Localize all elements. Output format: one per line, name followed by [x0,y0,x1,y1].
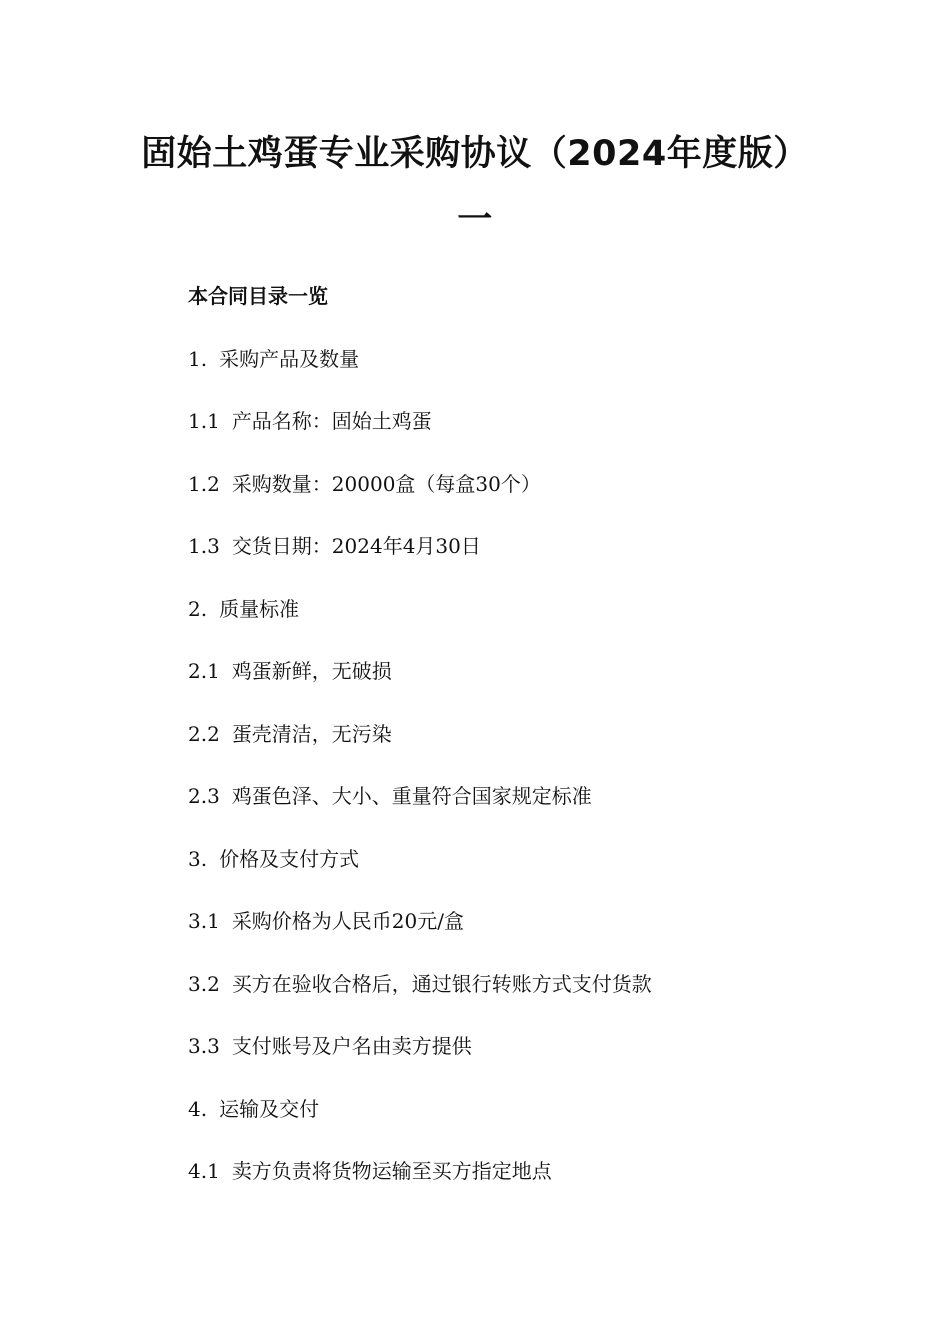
document-title-part: 一 [457,200,493,240]
toc-item-number: 1.2 [188,471,220,496]
toc-item [188,468,888,500]
toc-item-number: 1.1 [188,409,220,433]
toc-item-number: 2.3 [188,784,220,808]
toc-item-text: 买方在验收合格后，通过银行转账方式支付货款 [231,971,652,996]
toc-heading: 本合同目录一览 [188,284,328,308]
toc-item [188,1030,888,1062]
toc-item-text: 采购数量：20000盒（每盒30个） [231,471,541,496]
toc-item [188,530,888,562]
toc-item-text: 卖方负责将货物运输至买方指定地点 [231,1159,552,1183]
toc-item [188,718,888,750]
toc-item [188,593,888,625]
toc-item-number: 2. [188,596,208,621]
toc-item-text: 支付账号及户名由卖方提供 [231,1034,472,1058]
toc-item-text: 采购价格为人民币20元/盒 [231,909,464,933]
toc-item-number: 1.3 [188,534,220,558]
toc-item-text: 产品名称：固始土鸡蛋 [231,409,432,433]
toc-item [188,780,888,812]
document-title: 固始土鸡蛋专业采购协议（2024年度版） [141,134,809,174]
toc-item-number: 2.2 [188,721,220,746]
toc-item [188,405,888,437]
toc-item-number: 2.1 [188,659,220,683]
toc-item-text: 采购产品及数量 [219,346,360,371]
toc-item [188,843,888,875]
toc-item [188,1155,888,1187]
toc-item-number: 3.1 [188,909,220,933]
toc-item-text: 鸡蛋色泽、大小、重量符合国家规定标准 [231,784,592,808]
toc-item [188,968,888,1000]
toc-item [188,655,888,687]
toc-item-number: 3. [188,846,208,871]
toc-item-number: 1. [188,346,208,371]
toc-item-text: 运输及交付 [219,1096,320,1121]
toc-item-text: 质量标准 [219,596,300,621]
toc-item-number: 3.2 [188,971,220,996]
toc-item-number: 3.3 [188,1034,220,1058]
toc-item-number: 4.1 [188,1159,220,1183]
toc-list [188,343,888,1188]
toc-item-text: 价格及支付方式 [219,846,360,871]
toc-item-text: 鸡蛋新鲜，无破损 [231,659,392,683]
toc-item [188,343,888,375]
table-of-contents [188,280,888,1218]
toc-item [188,1093,888,1125]
toc-item-text: 交货日期：2024年4月30日 [231,534,481,558]
toc-item [188,905,888,937]
toc-item-number: 4. [188,1096,208,1121]
toc-item-text: 蛋壳清洁，无污染 [231,721,392,746]
